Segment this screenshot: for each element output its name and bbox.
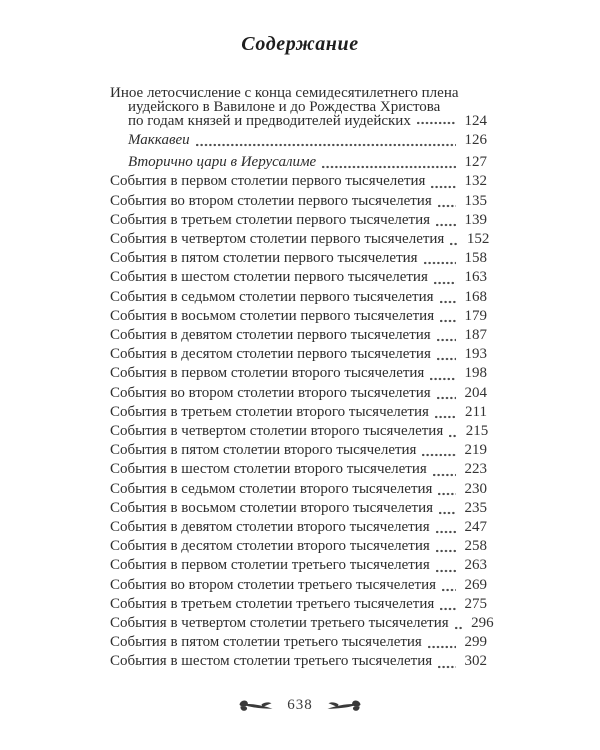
toc-entry [110, 230, 490, 249]
toc-page-number: 132 [464, 173, 487, 190]
toc-entry-label: События в пятом столетии первого тысячелетия [110, 250, 418, 267]
dot-leader [424, 261, 456, 265]
toc-entry-label: События в пятом столетии второго тысячелетия [110, 442, 417, 459]
dot-leader [455, 626, 463, 630]
toc-entry-label: События в десятом столетии первого тысячелетия [110, 346, 431, 363]
toc-entry [110, 249, 487, 268]
toc-entry-label: События в третьем столетии первого тысячелетия [110, 211, 431, 228]
dot-leader [439, 511, 456, 515]
dot-leader [322, 165, 456, 169]
toc-entry [110, 153, 487, 172]
toc-entry [110, 633, 487, 652]
dot-leader [438, 665, 456, 669]
toc-page-number: 269 [464, 576, 487, 593]
toc-entry [110, 480, 487, 499]
toc-entry-label: События в шестом столетии третьего тысячелетия [110, 653, 433, 670]
page-footer [0, 697, 600, 714]
toc-entry-line [110, 192, 487, 211]
toc-page-number: 247 [464, 519, 487, 536]
toc-entry [110, 556, 487, 575]
toc-entry-line [110, 345, 487, 364]
dot-leader [434, 281, 456, 285]
toc-entry-line [110, 86, 487, 100]
toc-entry-label: по годам князей и предводителей иудейских [128, 113, 411, 129]
toc-entry-line [110, 268, 487, 287]
toc-page-number: 230 [464, 480, 487, 497]
dot-leader [440, 300, 456, 304]
toc-entry-label: События в девятом столетии второго тысячелетия [110, 519, 430, 536]
toc-entry-label: иудейского в Вавилоне и до Рождества Христова [128, 99, 441, 115]
toc-entry-label: Вторично цари в Иерусалиме [128, 154, 317, 171]
dot-leader [436, 549, 456, 553]
toc-entry-line [110, 114, 487, 128]
toc-entry [110, 576, 487, 595]
dot-leader [196, 143, 456, 147]
toc-page-number: 219 [464, 442, 487, 459]
toc-entry-line [110, 211, 487, 230]
toc-entry-line [110, 595, 487, 614]
dot-leader [438, 492, 456, 496]
toc-entry-label: События в восьмом столетии первого тысячелетия [110, 307, 435, 324]
toc-entry [110, 307, 487, 326]
toc-entry-line [110, 576, 487, 595]
toc-entry-line [110, 364, 487, 383]
toc-entry [110, 614, 494, 633]
fleuron-leaf-sprig-right-icon [238, 699, 274, 713]
toc-entry [110, 499, 487, 518]
dot-leader [450, 242, 458, 246]
toc-entry [110, 403, 487, 422]
toc-entry-label: Иное летосчисление с конца семидесятилетнего плена [110, 85, 459, 101]
dot-leader [437, 338, 456, 342]
toc-entry-label: События в пятом столетии третьего тысячелетия [110, 634, 422, 651]
dot-leader [449, 434, 457, 438]
toc-entry-line [110, 614, 494, 633]
toc-page-number: 179 [464, 307, 487, 324]
toc-entry [110, 86, 487, 128]
toc-page-number: 211 [465, 403, 487, 420]
toc-entry-label: События в первом столетии третьего тысячелетия [110, 557, 430, 574]
page-title: Содержание [241, 33, 359, 55]
toc-page-number: 193 [464, 346, 487, 363]
dot-leader [442, 588, 456, 592]
toc-entry-line [110, 172, 487, 191]
toc-entry-label: События в четвертом столетии третьего тысячелетия [110, 615, 449, 632]
toc-page-number: 126 [464, 132, 487, 148]
toc-entry-label: События во втором столетии первого тысячелетия [110, 192, 432, 209]
toc-page-number: 158 [464, 250, 487, 267]
toc-entry [110, 652, 487, 671]
dot-leader [428, 645, 456, 649]
toc-entry-label: События в седьмом столетии первого тысячелетия [110, 288, 434, 305]
dot-leader [433, 473, 456, 477]
toc-entry-line [110, 384, 487, 403]
toc-entry-line [110, 403, 487, 422]
toc-entry [110, 422, 487, 441]
toc-entry-label: События в четвертом столетии первого тысячелетия [110, 231, 445, 248]
toc-page-number: 258 [464, 538, 487, 555]
toc-entry-label: События в шестом столетии первого тысячелетия [110, 269, 428, 286]
table-of-contents [110, 85, 494, 672]
toc-entry-label: События в шестом столетии второго тысячелетия [110, 461, 427, 478]
toc-entry-line [110, 499, 487, 518]
toc-entry-line [110, 652, 487, 671]
toc-page-number: 163 [464, 269, 487, 286]
dot-leader [436, 530, 456, 534]
toc-page-number: 152 [466, 231, 490, 248]
toc-entry-line [110, 556, 487, 575]
toc-entry [110, 537, 487, 556]
toc-entry-label: События в первом столетии второго тысячелетия [110, 365, 425, 382]
toc-page-number: 198 [464, 365, 487, 382]
toc-entry [110, 441, 487, 460]
dot-leader [435, 415, 456, 419]
toc-page-number: 263 [464, 557, 487, 574]
toc-page-number: 135 [464, 192, 487, 209]
toc-page-number: 275 [464, 595, 487, 612]
toc-entry [110, 192, 487, 211]
toc-page-number: 302 [464, 653, 487, 670]
dot-leader [417, 121, 456, 125]
toc-entry-label: События во втором столетии третьего тысячелетия [110, 576, 437, 593]
toc-entry-label: События в четвертом столетии второго тысячелетия [110, 423, 444, 440]
dot-leader [437, 396, 456, 400]
toc-entry-line [110, 480, 487, 499]
toc-page-number: 296 [471, 615, 494, 632]
toc-page-number: 223 [464, 461, 487, 478]
toc-entry-line [110, 326, 487, 345]
toc-entry-label: События в девятом столетии первого тысячелетия [110, 327, 431, 344]
toc-entry [110, 595, 487, 614]
dot-leader [440, 319, 456, 323]
toc-entry-line [110, 422, 487, 441]
toc-entry [110, 211, 487, 230]
toc-page-number: 124 [464, 113, 487, 129]
toc-entry-label: События в десятом столетии второго тысячелетия [110, 538, 430, 555]
toc-page-number: 235 [464, 499, 487, 516]
toc-entry [110, 384, 487, 403]
toc-entry-line [110, 307, 487, 326]
toc-entry [110, 288, 487, 307]
toc-entry-line [110, 537, 487, 556]
toc-entry-label: События в восьмом столетии второго тысячелетия [110, 499, 434, 516]
toc-entry-label: События в третьем столетии третьего тысячелетия [110, 595, 435, 612]
toc-page-number: 127 [464, 154, 487, 171]
toc-page-number: 168 [464, 288, 487, 305]
toc-entry-line [110, 131, 487, 150]
dot-leader [438, 204, 456, 208]
toc-entry-line [110, 518, 487, 537]
toc-entry-label: События в первом столетии первого тысячелетия [110, 173, 426, 190]
dot-leader [437, 357, 456, 361]
toc-entry-label: События в третьем столетии второго тысячелетия [110, 403, 429, 420]
folio-page-number: 638 [287, 697, 313, 713]
dot-leader [440, 607, 456, 611]
toc-page-number: 215 [465, 423, 489, 440]
toc-entry-label: События в седьмом столетии второго тысячелетия [110, 480, 433, 497]
toc-entry-line [110, 441, 487, 460]
toc-page-number: 187 [464, 327, 487, 344]
toc-entry [110, 518, 487, 537]
toc-entry-line [110, 460, 487, 479]
toc-entry-label: События во втором столетии второго тысячелетия [110, 384, 431, 401]
toc-entry-line [110, 230, 490, 249]
dot-leader [436, 223, 456, 227]
toc-entry-line [110, 100, 487, 114]
dot-leader [422, 453, 456, 457]
fleuron-leaf-sprig-left-icon [326, 699, 362, 713]
dot-leader [431, 185, 456, 189]
toc-page-number: 204 [464, 384, 487, 401]
toc-entry-line [110, 288, 487, 307]
toc-entry [110, 326, 487, 345]
toc-entry [110, 364, 487, 383]
toc-entry-line [110, 153, 487, 172]
toc-entry [110, 345, 487, 364]
dot-leader [436, 569, 456, 573]
toc-page-number: 139 [464, 211, 487, 228]
toc-page-number: 299 [464, 634, 487, 651]
toc-entry-line [110, 633, 487, 652]
dot-leader [430, 377, 456, 381]
toc-entry-line [110, 249, 487, 268]
toc-entry [110, 460, 487, 479]
toc-entry-label: Маккавеи [128, 132, 190, 148]
toc-entry [110, 268, 487, 287]
toc-entry [110, 131, 487, 150]
toc-entry [110, 172, 487, 191]
